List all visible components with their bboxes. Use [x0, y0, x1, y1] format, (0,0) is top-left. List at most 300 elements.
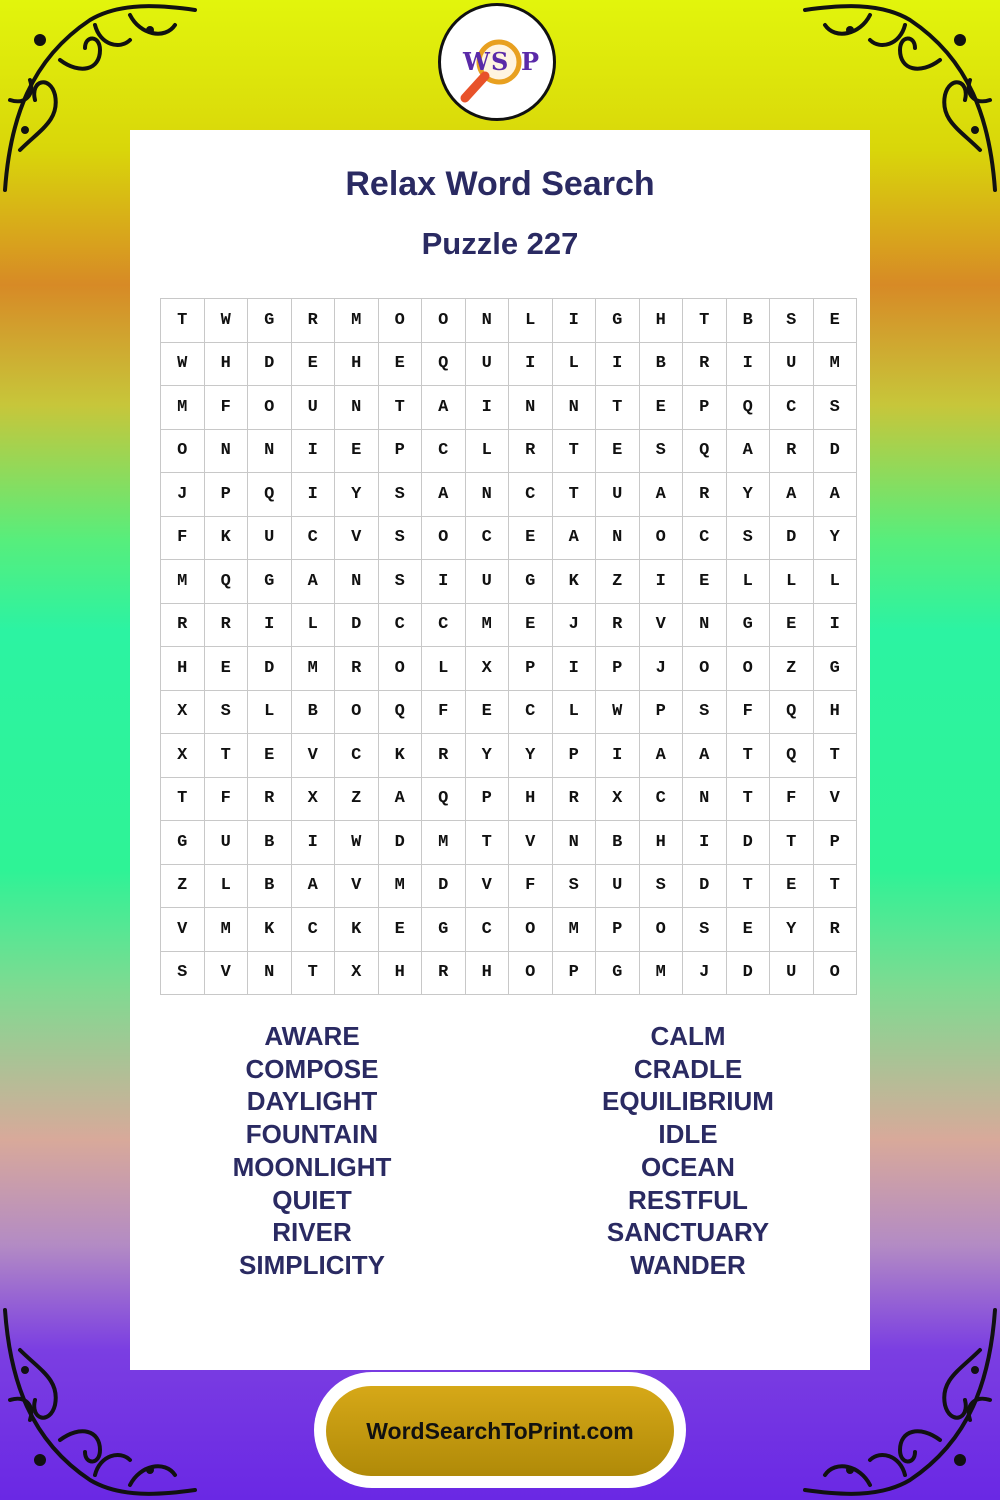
- grid-cell[interactable]: M: [161, 386, 205, 430]
- grid-cell[interactable]: B: [726, 299, 770, 343]
- grid-cell[interactable]: A: [422, 473, 466, 517]
- puzzle-panel: [130, 130, 870, 1370]
- grid-cell[interactable]: A: [770, 473, 814, 517]
- grid-cell[interactable]: X: [161, 690, 205, 734]
- grid-cell[interactable]: M: [465, 603, 509, 647]
- word-item: RESTFUL: [628, 1184, 748, 1215]
- grid-cell[interactable]: R: [422, 734, 466, 778]
- word-item: QUIET: [272, 1184, 352, 1215]
- grid-cell[interactable]: A: [291, 864, 335, 908]
- grid-cell[interactable]: I: [248, 603, 292, 647]
- grid-cell[interactable]: G: [726, 603, 770, 647]
- grid-cell[interactable]: C: [291, 908, 335, 952]
- grid-cell[interactable]: Y: [335, 473, 379, 517]
- puzzle-number: Puzzle 227: [421, 226, 579, 261]
- grid-cell[interactable]: O: [726, 647, 770, 691]
- grid-cell[interactable]: F: [770, 777, 814, 821]
- grid-cell[interactable]: L: [770, 560, 814, 604]
- grid-row: [161, 603, 857, 647]
- grid-cell[interactable]: L: [248, 690, 292, 734]
- grid-cell[interactable]: W: [204, 299, 248, 343]
- grid-cell[interactable]: F: [161, 516, 205, 560]
- grid-cell[interactable]: N: [683, 777, 727, 821]
- grid-cell[interactable]: D: [422, 864, 466, 908]
- grid-cell[interactable]: W: [335, 821, 379, 865]
- grid-cell[interactable]: S: [726, 516, 770, 560]
- grid-row: [161, 821, 857, 865]
- grid-cell[interactable]: H: [378, 951, 422, 995]
- grid-cell[interactable]: Q: [770, 734, 814, 778]
- grid-cell[interactable]: M: [813, 342, 857, 386]
- grid-cell[interactable]: K: [204, 516, 248, 560]
- grid-cell[interactable]: D: [248, 342, 292, 386]
- grid-cell[interactable]: G: [161, 821, 205, 865]
- grid-cell[interactable]: O: [161, 429, 205, 473]
- grid-cell[interactable]: L: [465, 429, 509, 473]
- grid-cell[interactable]: U: [248, 516, 292, 560]
- grid-cell[interactable]: C: [639, 777, 683, 821]
- grid-cell[interactable]: P: [509, 647, 553, 691]
- grid-cell[interactable]: I: [291, 473, 335, 517]
- grid-cell[interactable]: O: [378, 647, 422, 691]
- grid-cell[interactable]: E: [770, 603, 814, 647]
- grid-cell[interactable]: U: [770, 342, 814, 386]
- grid-cell[interactable]: E: [204, 647, 248, 691]
- grid-cell[interactable]: M: [204, 908, 248, 952]
- grid-cell[interactable]: E: [596, 429, 640, 473]
- grid-cell[interactable]: U: [465, 560, 509, 604]
- grid-cell[interactable]: A: [683, 734, 727, 778]
- grid-cell[interactable]: S: [813, 386, 857, 430]
- grid-cell[interactable]: Y: [465, 734, 509, 778]
- word-item: FOUNTAIN: [245, 1119, 379, 1150]
- grid-cell[interactable]: G: [248, 560, 292, 604]
- grid-cell[interactable]: T: [683, 299, 727, 343]
- grid-cell[interactable]: K: [552, 560, 596, 604]
- footer-badge: [314, 1372, 686, 1488]
- grid-cell[interactable]: V: [465, 864, 509, 908]
- grid-cell[interactable]: L: [726, 560, 770, 604]
- grid-cell[interactable]: P: [596, 908, 640, 952]
- grid-cell[interactable]: S: [639, 864, 683, 908]
- grid-row: [161, 777, 857, 821]
- grid-cell[interactable]: N: [552, 821, 596, 865]
- grid-cell[interactable]: V: [161, 908, 205, 952]
- grid-cell[interactable]: R: [813, 908, 857, 952]
- grid-cell[interactable]: Q: [378, 690, 422, 734]
- grid-cell[interactable]: A: [422, 386, 466, 430]
- grid-cell[interactable]: D: [335, 603, 379, 647]
- grid-cell[interactable]: E: [248, 734, 292, 778]
- grid-cell[interactable]: M: [291, 647, 335, 691]
- grid-cell[interactable]: L: [552, 690, 596, 734]
- grid-cell[interactable]: B: [291, 690, 335, 734]
- grid-cell[interactable]: R: [161, 603, 205, 647]
- grid-cell[interactable]: C: [422, 429, 466, 473]
- grid-cell[interactable]: Z: [596, 560, 640, 604]
- grid-cell[interactable]: E: [465, 690, 509, 734]
- grid-cell[interactable]: G: [596, 951, 640, 995]
- grid-row: [161, 299, 857, 343]
- grid-cell[interactable]: K: [335, 908, 379, 952]
- grid-cell[interactable]: P: [639, 690, 683, 734]
- grid-cell[interactable]: C: [378, 603, 422, 647]
- grid-row: [161, 690, 857, 734]
- grid-cell[interactable]: U: [204, 821, 248, 865]
- grid-cell[interactable]: T: [596, 386, 640, 430]
- grid-cell[interactable]: M: [639, 951, 683, 995]
- word-item: RIVER: [272, 1217, 352, 1248]
- grid-cell[interactable]: O: [422, 516, 466, 560]
- grid-cell[interactable]: B: [248, 821, 292, 865]
- grid-cell[interactable]: I: [813, 603, 857, 647]
- grid-cell[interactable]: T: [813, 864, 857, 908]
- page-title: Relax Word Search: [345, 165, 655, 203]
- grid-cell[interactable]: F: [204, 386, 248, 430]
- grid-cell[interactable]: I: [465, 386, 509, 430]
- grid-row: [161, 951, 857, 995]
- grid-row: [161, 473, 857, 517]
- grid-cell[interactable]: N: [465, 473, 509, 517]
- grid-cell[interactable]: S: [378, 560, 422, 604]
- grid-cell[interactable]: J: [552, 603, 596, 647]
- grid-cell[interactable]: I: [596, 342, 640, 386]
- grid-cell[interactable]: C: [770, 386, 814, 430]
- grid-cell[interactable]: T: [161, 299, 205, 343]
- word-item: SIMPLICITY: [239, 1249, 385, 1280]
- grid-cell[interactable]: S: [552, 864, 596, 908]
- grid-cell[interactable]: C: [465, 908, 509, 952]
- grid-cell[interactable]: Z: [161, 864, 205, 908]
- grid-cell[interactable]: S: [378, 473, 422, 517]
- grid-cell[interactable]: Y: [770, 908, 814, 952]
- grid-cell[interactable]: E: [639, 386, 683, 430]
- grid-cell[interactable]: H: [639, 299, 683, 343]
- grid-cell[interactable]: G: [813, 647, 857, 691]
- grid-cell[interactable]: Y: [509, 734, 553, 778]
- grid-cell[interactable]: U: [596, 473, 640, 517]
- grid-cell[interactable]: B: [248, 864, 292, 908]
- grid-cell[interactable]: K: [378, 734, 422, 778]
- grid-row: [161, 560, 857, 604]
- grid-cell[interactable]: T: [465, 821, 509, 865]
- grid-cell[interactable]: W: [596, 690, 640, 734]
- word-list-left: [127, 1020, 497, 1282]
- grid-cell[interactable]: F: [509, 864, 553, 908]
- website-link[interactable]: WordSearchToPrint.com: [326, 1386, 674, 1476]
- grid-cell[interactable]: H: [639, 821, 683, 865]
- grid-cell[interactable]: M: [552, 908, 596, 952]
- grid-cell[interactable]: A: [639, 734, 683, 778]
- grid-cell[interactable]: U: [291, 386, 335, 430]
- grid-row: [161, 864, 857, 908]
- grid-cell[interactable]: D: [248, 647, 292, 691]
- grid-cell[interactable]: Q: [422, 777, 466, 821]
- grid-cell[interactable]: D: [726, 821, 770, 865]
- grid-cell[interactable]: P: [552, 734, 596, 778]
- grid-cell[interactable]: Q: [422, 342, 466, 386]
- word-item: WANDER: [630, 1249, 746, 1280]
- grid-cell[interactable]: F: [726, 690, 770, 734]
- grid-cell[interactable]: E: [683, 560, 727, 604]
- grid-cell[interactable]: T: [378, 386, 422, 430]
- grid-cell[interactable]: O: [248, 386, 292, 430]
- grid-row: [161, 386, 857, 430]
- grid-cell[interactable]: I: [552, 647, 596, 691]
- letter-grid[interactable]: [160, 298, 857, 995]
- word-item: DAYLIGHT: [246, 1086, 378, 1117]
- grid-cell[interactable]: S: [204, 690, 248, 734]
- grid-cell[interactable]: W: [161, 342, 205, 386]
- grid-cell[interactable]: E: [726, 908, 770, 952]
- grid-cell[interactable]: H: [204, 342, 248, 386]
- grid-cell[interactable]: X: [161, 734, 205, 778]
- grid-cell[interactable]: I: [291, 821, 335, 865]
- grid-cell[interactable]: G: [422, 908, 466, 952]
- grid-cell[interactable]: T: [770, 821, 814, 865]
- grid-cell[interactable]: L: [291, 603, 335, 647]
- grid-cell[interactable]: I: [422, 560, 466, 604]
- grid-cell[interactable]: I: [509, 342, 553, 386]
- grid-cell[interactable]: N: [248, 951, 292, 995]
- grid-cell[interactable]: Q: [770, 690, 814, 734]
- grid-cell[interactable]: O: [422, 299, 466, 343]
- grid-cell[interactable]: L: [204, 864, 248, 908]
- grid-cell[interactable]: C: [683, 516, 727, 560]
- word-item: SANCTUARY: [606, 1217, 770, 1248]
- grid-cell[interactable]: O: [378, 299, 422, 343]
- grid-cell[interactable]: T: [291, 951, 335, 995]
- grid-cell[interactable]: Z: [770, 647, 814, 691]
- word-item: OCEAN: [641, 1151, 735, 1182]
- grid-cell[interactable]: R: [552, 777, 596, 821]
- grid-cell[interactable]: O: [509, 951, 553, 995]
- grid-cell[interactable]: L: [422, 647, 466, 691]
- grid-cell[interactable]: R: [683, 342, 727, 386]
- grid-cell[interactable]: P: [596, 647, 640, 691]
- grid-cell[interactable]: T: [813, 734, 857, 778]
- grid-cell[interactable]: T: [204, 734, 248, 778]
- grid-cell[interactable]: H: [335, 342, 379, 386]
- grid-cell[interactable]: B: [596, 821, 640, 865]
- grid-cell[interactable]: D: [726, 951, 770, 995]
- grid-cell[interactable]: R: [770, 429, 814, 473]
- grid-row: [161, 516, 857, 560]
- grid-cell[interactable]: V: [639, 603, 683, 647]
- grid-cell[interactable]: D: [770, 516, 814, 560]
- word-item: MOONLIGHT: [232, 1151, 392, 1182]
- grid-cell[interactable]: O: [639, 516, 683, 560]
- grid-cell[interactable]: R: [248, 777, 292, 821]
- grid-cell[interactable]: P: [465, 777, 509, 821]
- grid-cell[interactable]: O: [509, 908, 553, 952]
- grid-cell[interactable]: V: [335, 516, 379, 560]
- grid-cell[interactable]: H: [161, 647, 205, 691]
- magnifier-icon: [441, 6, 553, 118]
- grid-cell[interactable]: J: [161, 473, 205, 517]
- grid-cell[interactable]: Y: [726, 473, 770, 517]
- grid-cell[interactable]: N: [248, 429, 292, 473]
- word-item: CALM: [650, 1021, 726, 1051]
- grid-row: [161, 429, 857, 473]
- grid-cell[interactable]: U: [465, 342, 509, 386]
- word-item: AWARE: [264, 1021, 360, 1051]
- grid-cell[interactable]: N: [596, 516, 640, 560]
- grid-cell[interactable]: C: [422, 603, 466, 647]
- grid-cell[interactable]: T: [552, 429, 596, 473]
- grid-cell[interactable]: A: [639, 473, 683, 517]
- grid-cell[interactable]: R: [291, 299, 335, 343]
- grid-row: [161, 647, 857, 691]
- grid-cell[interactable]: P: [378, 429, 422, 473]
- grid-cell[interactable]: Y: [813, 516, 857, 560]
- grid-cell[interactable]: Q: [726, 386, 770, 430]
- grid-cell[interactable]: S: [770, 299, 814, 343]
- grid-cell[interactable]: V: [291, 734, 335, 778]
- grid-cell[interactable]: V: [509, 821, 553, 865]
- grid-cell[interactable]: P: [683, 386, 727, 430]
- grid-cell[interactable]: M: [161, 560, 205, 604]
- grid-cell[interactable]: C: [509, 690, 553, 734]
- grid-cell[interactable]: L: [552, 342, 596, 386]
- grid-cell[interactable]: Q: [683, 429, 727, 473]
- grid-cell[interactable]: O: [335, 690, 379, 734]
- grid-cell[interactable]: R: [422, 951, 466, 995]
- grid-cell[interactable]: A: [378, 777, 422, 821]
- grid-cell[interactable]: D: [813, 429, 857, 473]
- grid-cell[interactable]: V: [204, 951, 248, 995]
- grid-cell[interactable]: T: [726, 864, 770, 908]
- grid-cell[interactable]: F: [422, 690, 466, 734]
- grid-cell[interactable]: M: [335, 299, 379, 343]
- grid-cell[interactable]: G: [596, 299, 640, 343]
- grid-cell[interactable]: E: [291, 342, 335, 386]
- grid-cell[interactable]: N: [683, 603, 727, 647]
- grid-cell[interactable]: M: [422, 821, 466, 865]
- grid-cell[interactable]: X: [291, 777, 335, 821]
- grid-cell[interactable]: G: [248, 299, 292, 343]
- grid-cell[interactable]: O: [639, 908, 683, 952]
- grid-cell[interactable]: R: [204, 603, 248, 647]
- grid-cell[interactable]: R: [335, 647, 379, 691]
- wsp-logo[interactable]: [438, 3, 556, 121]
- grid-cell[interactable]: T: [161, 777, 205, 821]
- grid-cell[interactable]: N: [204, 429, 248, 473]
- grid-cell[interactable]: S: [161, 951, 205, 995]
- grid-cell[interactable]: E: [509, 603, 553, 647]
- word-list-right: [503, 1020, 873, 1282]
- grid-cell[interactable]: Q: [248, 473, 292, 517]
- grid-cell[interactable]: C: [291, 516, 335, 560]
- grid-cell[interactable]: C: [509, 473, 553, 517]
- grid-cell[interactable]: X: [465, 647, 509, 691]
- grid-cell[interactable]: U: [770, 951, 814, 995]
- grid-cell[interactable]: C: [465, 516, 509, 560]
- grid-cell[interactable]: R: [509, 429, 553, 473]
- grid-cell[interactable]: T: [726, 734, 770, 778]
- grid-cell[interactable]: P: [552, 951, 596, 995]
- grid-cell[interactable]: C: [335, 734, 379, 778]
- grid-cell[interactable]: I: [683, 821, 727, 865]
- grid-cell[interactable]: L: [813, 560, 857, 604]
- grid-cell[interactable]: R: [596, 603, 640, 647]
- grid-cell[interactable]: E: [378, 908, 422, 952]
- grid-cell[interactable]: T: [726, 777, 770, 821]
- grid-cell[interactable]: D: [378, 821, 422, 865]
- word-item: EQUILIBRIUM: [602, 1086, 774, 1117]
- grid-cell[interactable]: F: [204, 777, 248, 821]
- grid-cell[interactable]: T: [552, 473, 596, 517]
- grid-cell[interactable]: O: [813, 951, 857, 995]
- grid-cell[interactable]: I: [726, 342, 770, 386]
- grid-cell[interactable]: R: [683, 473, 727, 517]
- grid-cell[interactable]: N: [335, 386, 379, 430]
- grid-cell[interactable]: A: [726, 429, 770, 473]
- grid-cell[interactable]: D: [683, 864, 727, 908]
- grid-cell[interactable]: H: [465, 951, 509, 995]
- logo-letter-s: S: [491, 47, 509, 76]
- grid-cell[interactable]: H: [813, 690, 857, 734]
- grid-cell[interactable]: E: [378, 342, 422, 386]
- grid-cell[interactable]: S: [378, 516, 422, 560]
- grid-cell[interactable]: L: [509, 299, 553, 343]
- grid-cell[interactable]: A: [291, 560, 335, 604]
- grid-cell[interactable]: U: [596, 864, 640, 908]
- grid-cell[interactable]: S: [639, 429, 683, 473]
- grid-cell[interactable]: H: [509, 777, 553, 821]
- grid-cell[interactable]: N: [465, 299, 509, 343]
- grid-cell[interactable]: P: [204, 473, 248, 517]
- grid-cell[interactable]: S: [683, 690, 727, 734]
- grid-cell[interactable]: I: [639, 560, 683, 604]
- grid-cell[interactable]: E: [813, 299, 857, 343]
- grid-row: [161, 734, 857, 778]
- grid-cell[interactable]: I: [552, 299, 596, 343]
- grid-cell[interactable]: M: [378, 864, 422, 908]
- grid-cell[interactable]: E: [770, 864, 814, 908]
- grid-cell[interactable]: G: [509, 560, 553, 604]
- grid-cell[interactable]: X: [596, 777, 640, 821]
- grid-cell[interactable]: I: [291, 429, 335, 473]
- grid-cell[interactable]: I: [596, 734, 640, 778]
- grid-cell[interactable]: V: [813, 777, 857, 821]
- grid-cell[interactable]: B: [639, 342, 683, 386]
- grid-cell[interactable]: X: [335, 951, 379, 995]
- grid-cell[interactable]: A: [813, 473, 857, 517]
- grid-cell[interactable]: K: [248, 908, 292, 952]
- grid-cell[interactable]: V: [335, 864, 379, 908]
- grid-cell[interactable]: Z: [335, 777, 379, 821]
- grid-cell[interactable]: O: [683, 647, 727, 691]
- grid-cell[interactable]: E: [335, 429, 379, 473]
- grid-cell[interactable]: E: [509, 516, 553, 560]
- grid-row: [161, 908, 857, 952]
- grid-cell[interactable]: S: [683, 908, 727, 952]
- grid-cell[interactable]: N: [509, 386, 553, 430]
- grid-cell[interactable]: J: [639, 647, 683, 691]
- grid-cell[interactable]: P: [813, 821, 857, 865]
- grid-cell[interactable]: N: [335, 560, 379, 604]
- word-item: COMPOSE: [245, 1053, 379, 1084]
- grid-cell[interactable]: J: [683, 951, 727, 995]
- word-item: IDLE: [658, 1119, 718, 1150]
- grid-cell[interactable]: Q: [204, 560, 248, 604]
- logo-letter-p: P: [521, 47, 540, 76]
- grid-row: [161, 342, 857, 386]
- word-item: CRADLE: [633, 1053, 743, 1084]
- grid-cell[interactable]: N: [552, 386, 596, 430]
- grid-cell[interactable]: A: [552, 516, 596, 560]
